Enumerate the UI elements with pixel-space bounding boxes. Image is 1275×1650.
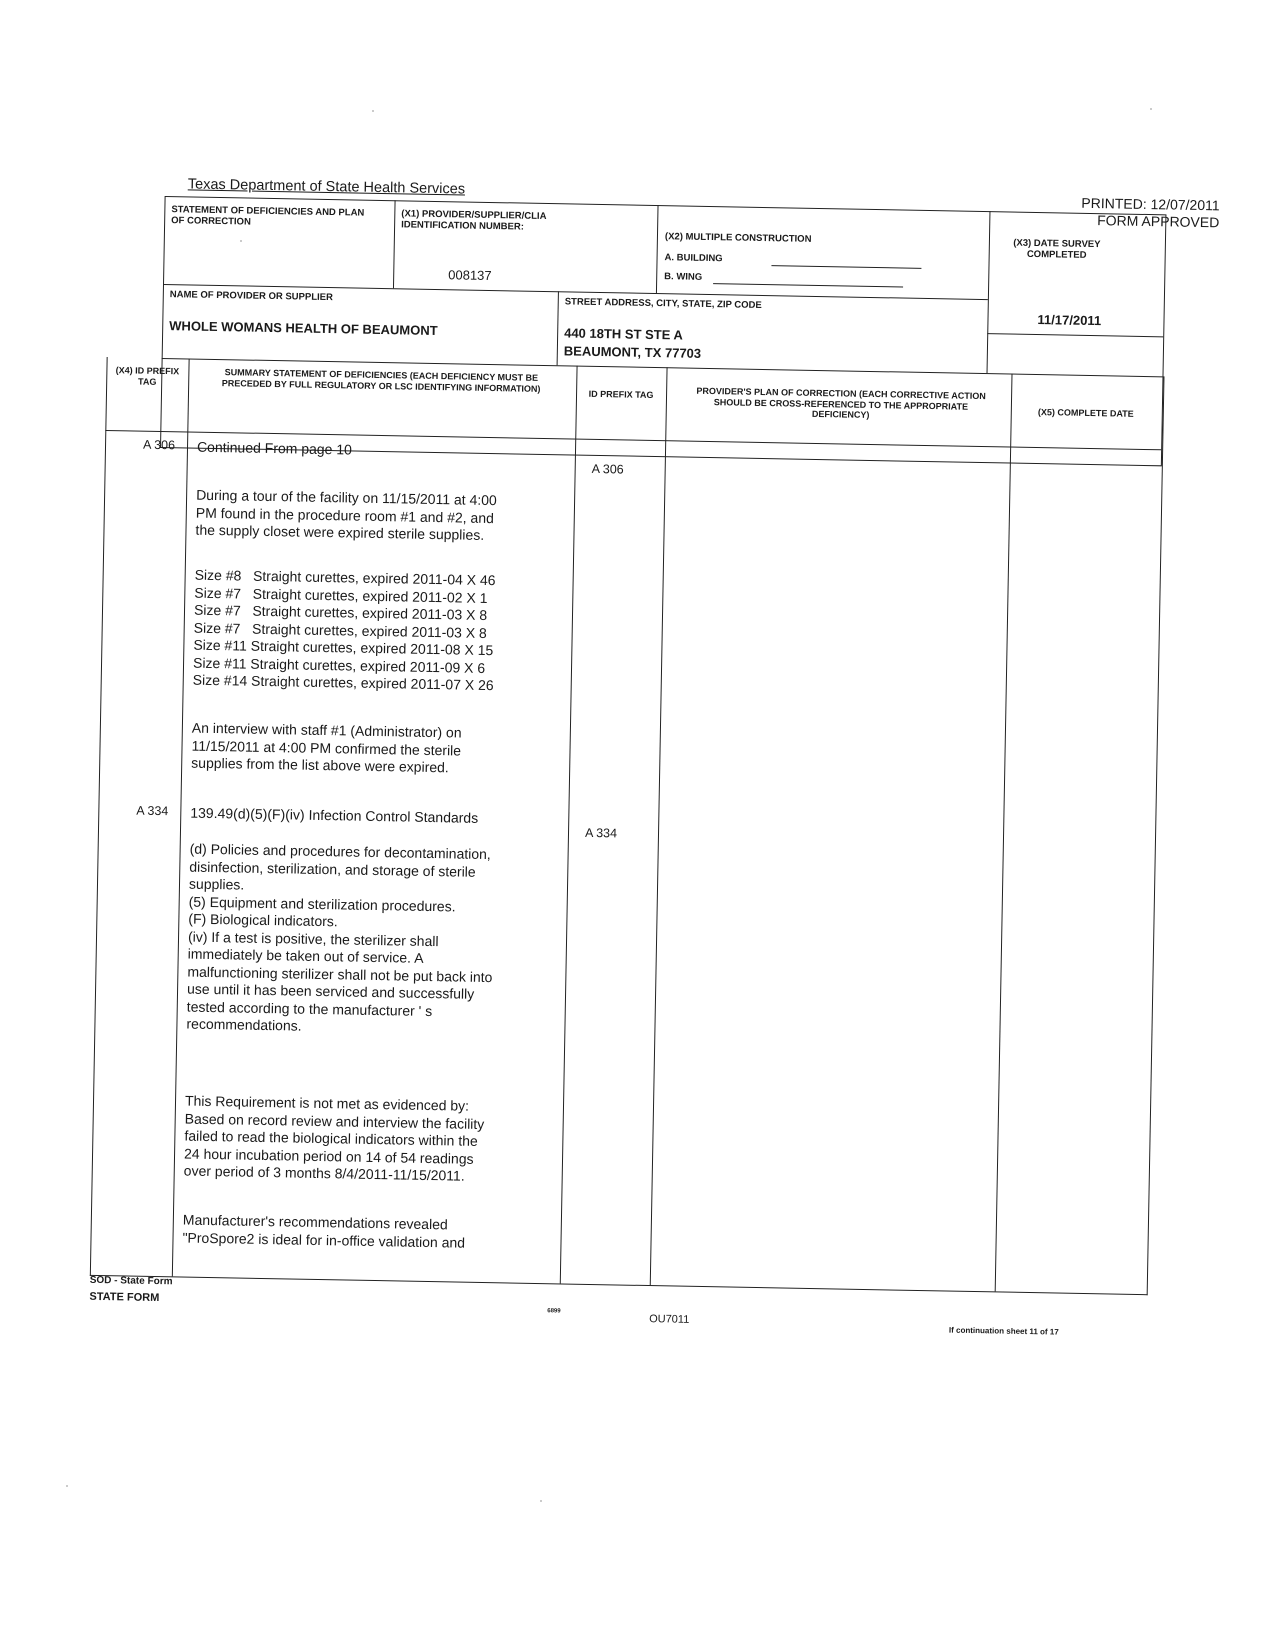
statement-label: STATEMENT OF DEFICIENCIES AND PLAN OF CORRECTION <box>171 204 365 228</box>
scan-speck <box>540 1500 542 1502</box>
col-header-plan: PROVIDER'S PLAN OF CORRECTION (EACH CORRECTIVE ACTION SHOULD BE CROSS-REFERENCED TO THE APPROPRIATE DEFICIENCY) <box>696 385 986 420</box>
x2-label: (X2) MULTIPLE CONSTRUCTION <box>664 231 812 245</box>
manufacturer-paragraph: Manufacturer's recommendations revealed "ProSpore2 is ideal for in-office validation and <box>182 1211 466 1251</box>
x1-value: 008137 <box>448 267 492 284</box>
interview-paragraph: An interview with staff #1 (Administrator) on 11/15/2011 at 4:00 PM confirmed the sterile supplies from the list above were expired. <box>191 719 462 776</box>
scan-speck <box>372 110 374 112</box>
scan-speck <box>66 1485 68 1487</box>
expired-supplies-list: Size #8 Straight curettes, expired 2011-04 X 46 Size #7 Straight curettes, expired 2011-02 X 1 Size #7 Straight curettes, expired 2011-03 X 8 Size #7 Straight curettes, expired 2011-03 X 8 Size #11 Straight curettes, expired 2011-08 X 15 Size #11 Straight curettes, expired 2011-09 X 6 Size #14 Straight curettes, expired 2011-07 X 26 <box>192 566 496 694</box>
code-mark: 6899 <box>547 1308 561 1315</box>
x3-label: (X3) DATE SURVEY COMPLETED <box>1013 237 1101 261</box>
tag-a306-right: A 306 <box>591 461 624 477</box>
tour-paragraph: During a tour of the facility on 11/15/2011 at 4:00 PM found in the procedure room #1 and #2, and the supply closet were expired sterile supplies. <box>195 486 497 543</box>
x1-label: (X1) PROVIDER/SUPPLIER/CLIA IDENTIFICATION NUMBER: <box>401 208 547 233</box>
evidence-paragraph: This Requirement is not met as evidenced by: Based on record review and interview the facility failed to read the biological indicators within the 24 hour incubation period on 14 of 54 readings over period of 3 months 8/4/2011-11/15/2011. <box>183 1092 485 1184</box>
x2-building-label: A. BUILDING <box>664 252 723 265</box>
sheet-number: If continuation sheet 11 of 17 <box>948 1325 1059 1337</box>
event-id: OU7011 <box>649 1313 690 1326</box>
deficiency-form <box>88 175 1220 1385</box>
address-line1: 440 18TH ST STE A <box>564 325 684 343</box>
provider-label: NAME OF PROVIDER OR SUPPLIER <box>169 289 334 304</box>
col-header-x5: (X5) COMPLETE DATE <box>1037 407 1134 419</box>
x2-wing-label: B. WING <box>664 271 703 283</box>
col-header-summary: SUMMARY STATEMENT OF DEFICIENCIES (EACH DEFICIENCY MUST BE PRECEDED BY FULL REGULATORY OR LSC IDENTIFYING INFORMATION) <box>221 367 541 394</box>
col-header-x4: (X4) ID PREFIX TAG <box>115 365 180 387</box>
tag-a334: A 334 <box>136 803 169 819</box>
x3-value: 11/17/2011 <box>1037 312 1102 329</box>
rule-text: (d) Policies and procedures for decontamination, disinfection, sterilization, and storage of sterile supplies. (5) Equipment and sterilization procedures. (F) Biological indicators. (iv) If a test is positive, the sterilizer shall immediately be taken out of service. A malfunctioning sterilizer shall not be put back into use until it has been serviced and successfully tested according to the manufacturer ' s recommendations. <box>186 840 493 1034</box>
address-line2: BEAUMONT, TX 77703 <box>563 343 702 361</box>
scan-speck <box>1150 108 1152 110</box>
tag-a334-right: A 334 <box>584 825 618 841</box>
provider-value: WHOLE WOMANS HEALTH OF BEAUMONT <box>169 318 438 339</box>
printed-date: PRINTED: 12/07/2011 <box>1081 194 1220 214</box>
address-label: STREET ADDRESS, CITY, STATE, ZIP CODE <box>564 296 762 311</box>
form-approved: FORM APPROVED <box>1097 212 1220 231</box>
agency-name: Texas Department of State Health Services <box>187 176 466 198</box>
tag-a306: A 306 <box>142 437 176 453</box>
continued-note: Continued From page 10 <box>196 438 353 458</box>
form-name: SOD - State Form <box>89 1274 173 1288</box>
col-header-id: ID PREFIX TAG <box>588 388 654 400</box>
rule-title: 139.49(d)(5)(F)(iv) Infection Control Standards <box>190 804 479 826</box>
state-form: STATE FORM <box>89 1290 160 1305</box>
